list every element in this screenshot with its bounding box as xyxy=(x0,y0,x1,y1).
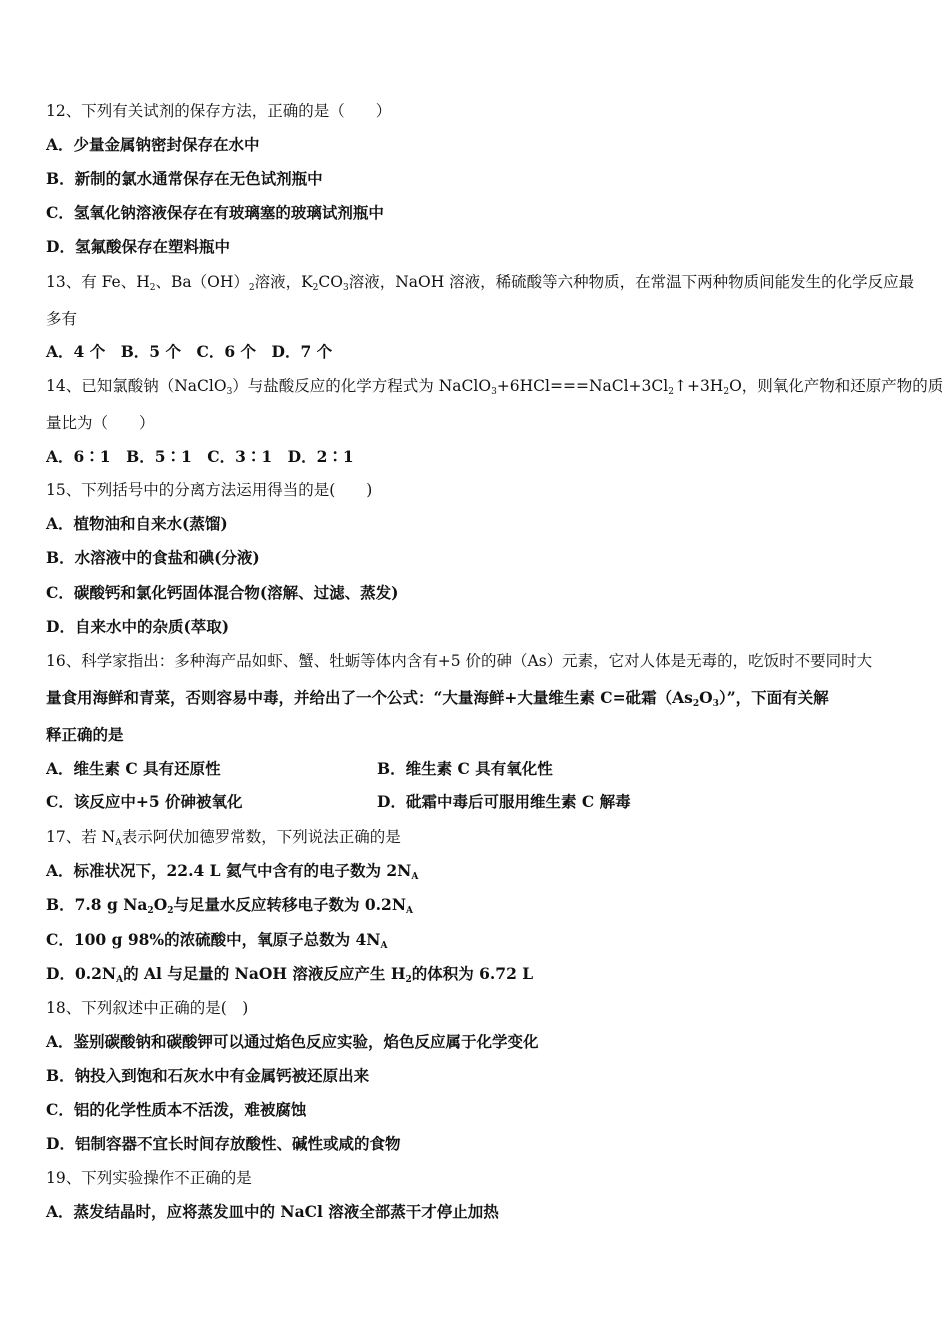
text-segment: 溶液，NaOH 溶液，稀硫酸等六种物质，在常温下两种物质间能发生的化学反应最 xyxy=(348,273,915,291)
answer-option xyxy=(46,792,243,812)
text-segment: B．新制的氯水通常保存在无色试剂瓶中 xyxy=(46,169,323,188)
answer-option xyxy=(46,237,230,257)
text-segment: O xyxy=(153,895,168,914)
text-segment: B．钠投入到饱和石灰水中有金属钙被还原出来 xyxy=(46,1066,370,1085)
answer-option xyxy=(46,1134,400,1154)
question-text xyxy=(46,272,914,298)
text-segment: C．该反应中+5 价砷被氧化 xyxy=(46,792,243,811)
answer-option xyxy=(46,548,260,568)
text-segment: 14、已知氯酸钠（NaClO xyxy=(46,377,227,395)
text-segment: 溶液，K xyxy=(254,273,313,291)
text-segment: 16、科学家指出：多种海产品如虾、蟹、牡蛎等体内含有+5 价的砷（As）元素，它对人体是无毒的，吃饭时不要同时大 xyxy=(46,652,873,670)
text-segment: ↑+3H xyxy=(673,377,724,395)
text-segment: C．铝的化学性质本不活泼，难被腐蚀 xyxy=(46,1100,307,1119)
subscript: A xyxy=(115,838,122,848)
subscript: 2 xyxy=(723,387,730,397)
text-segment: C．100 g 98%的浓硫酸中，氧原子总数为 4N xyxy=(46,930,381,949)
text-segment: 12、下列有关试剂的保存方法，正确的是（ ） xyxy=(46,102,392,120)
text-segment: 18、下列叙述中正确的是( ) xyxy=(46,999,249,1017)
text-segment: A．4 个 B．5 个 C．6 个 D．7 个 xyxy=(46,342,333,361)
answer-option xyxy=(46,1032,539,1052)
subscript: 2 xyxy=(405,975,412,985)
answer-option xyxy=(46,203,384,223)
subscript: 3 xyxy=(342,283,349,293)
question-text xyxy=(46,413,155,433)
text-segment: 17、若 N xyxy=(46,828,116,846)
text-segment: D．0.2N xyxy=(46,964,117,983)
subscript: 3 xyxy=(712,699,719,709)
text-segment: O，则氧化产物和还原产物的质 xyxy=(729,377,944,395)
question-text xyxy=(46,998,248,1018)
text-segment: A．鉴别碳酸钠和碳酸钾可以通过焰色反应实验，焰色反应属于化学变化 xyxy=(46,1032,539,1051)
subscript: 2 xyxy=(668,387,674,397)
text-segment: 释正确的是 xyxy=(46,725,124,744)
subscript: 2 xyxy=(312,283,319,293)
text-segment: A．维生素 C 具有还原性 xyxy=(46,759,221,778)
answer-option xyxy=(377,792,631,812)
text-segment: 19、下列实验操作不正确的是 xyxy=(46,1169,252,1187)
answer-option xyxy=(46,617,229,637)
text-segment: D．氢氟酸保存在塑料瓶中 xyxy=(46,237,230,256)
text-segment: 量食用海鲜和青菜，否则容易中毒，并给出了一个公式：“大量海鲜+大量维生素 C=砒霜（As xyxy=(46,688,693,707)
text-segment: 13、有 Fe、H xyxy=(46,273,150,291)
answer-option xyxy=(46,1100,306,1120)
answer-option xyxy=(46,514,228,534)
text-segment: B．水溶液中的食盐和碘(分液) xyxy=(46,548,260,567)
answer-option xyxy=(46,895,413,921)
subscript: 3 xyxy=(491,387,497,397)
text-segment: +6HCl===NaCl+3Cl xyxy=(496,377,669,395)
answer-option xyxy=(46,169,323,189)
text-segment: 的 Al 与足量的 NaOH 溶液反应产生 H xyxy=(123,964,406,983)
question-text xyxy=(46,376,943,402)
text-segment: C．氢氧化钠溶液保存在有玻璃塞的玻璃试剂瓶中 xyxy=(46,203,384,222)
text-segment: 与足量水反应转移电子数为 0.2N xyxy=(173,895,406,914)
answer-option xyxy=(46,342,332,362)
text-segment: C．碳酸钙和氯化钙固体混合物(溶解、过滤、蒸发) xyxy=(46,583,399,602)
answer-option xyxy=(46,964,533,990)
answer-option xyxy=(46,759,221,779)
answer-option xyxy=(46,583,399,603)
answer-option xyxy=(46,135,260,155)
subscript: 2 xyxy=(248,283,255,293)
text-segment: A．蒸发结晶时，应将蒸发皿中的 NaCl 溶液全部蒸干才停止加热 xyxy=(46,1202,499,1221)
text-segment: D．铝制容器不宜长时间存放酸性、碱性或咸的食物 xyxy=(46,1134,401,1153)
subscript: 2 xyxy=(692,699,700,709)
subscript: 3 xyxy=(226,387,233,397)
subscript: A xyxy=(406,906,413,916)
text-segment: 量比为（ ） xyxy=(46,414,155,432)
text-segment: 的体积为 6.72 L xyxy=(411,964,534,983)
question-text xyxy=(46,827,401,853)
text-segment: O xyxy=(699,688,713,707)
text-segment: 多有 xyxy=(46,310,78,328)
question-text xyxy=(46,651,872,671)
text-segment: A．少量金属钠密封保存在水中 xyxy=(46,135,260,154)
text-segment: 15、下列括号中的分离方法运用得当的是( ) xyxy=(46,481,373,499)
answer-option xyxy=(377,759,553,779)
answer-option xyxy=(46,861,418,887)
answer-option xyxy=(46,447,354,467)
answer-option xyxy=(46,688,829,714)
text-segment: 、Ba（OH） xyxy=(155,273,249,291)
subscript: 2 xyxy=(147,906,154,916)
text-segment: 表示阿伏加德罗常数，下列说法正确的是 xyxy=(121,828,401,846)
text-segment: D．自来水中的杂质(萃取) xyxy=(46,617,230,636)
text-segment: CO xyxy=(318,273,343,291)
subscript: A xyxy=(380,941,388,951)
subscript: A xyxy=(411,872,419,882)
answer-option xyxy=(46,1066,369,1086)
question-text xyxy=(46,309,77,329)
question-text xyxy=(46,1168,252,1188)
answer-option xyxy=(46,1202,499,1222)
subscript: 2 xyxy=(149,283,156,293)
text-segment: A．6∶1 B．5∶1 C．3∶1 D．2∶1 xyxy=(46,447,354,466)
answer-option xyxy=(46,725,124,745)
text-segment: ）”，下面有关解 xyxy=(718,688,829,707)
text-segment: D．砒霜中毒后可服用维生素 C 解毒 xyxy=(377,792,631,811)
text-segment: A．标准状况下，22.4 L 氦气中含有的电子数为 2N xyxy=(46,861,412,880)
text-segment: A．植物油和自来水(蒸馏) xyxy=(46,514,228,533)
text-segment: B．维生素 C 具有氧化性 xyxy=(377,759,553,778)
text-segment: ）与盐酸反应的化学方程式为 NaClO xyxy=(232,377,492,395)
answer-option xyxy=(46,930,387,956)
text-segment: B．7.8 g Na xyxy=(46,895,148,914)
subscript: 2 xyxy=(167,906,174,916)
subscript: A xyxy=(116,975,124,985)
question-text xyxy=(46,101,391,121)
question-text xyxy=(46,480,372,500)
